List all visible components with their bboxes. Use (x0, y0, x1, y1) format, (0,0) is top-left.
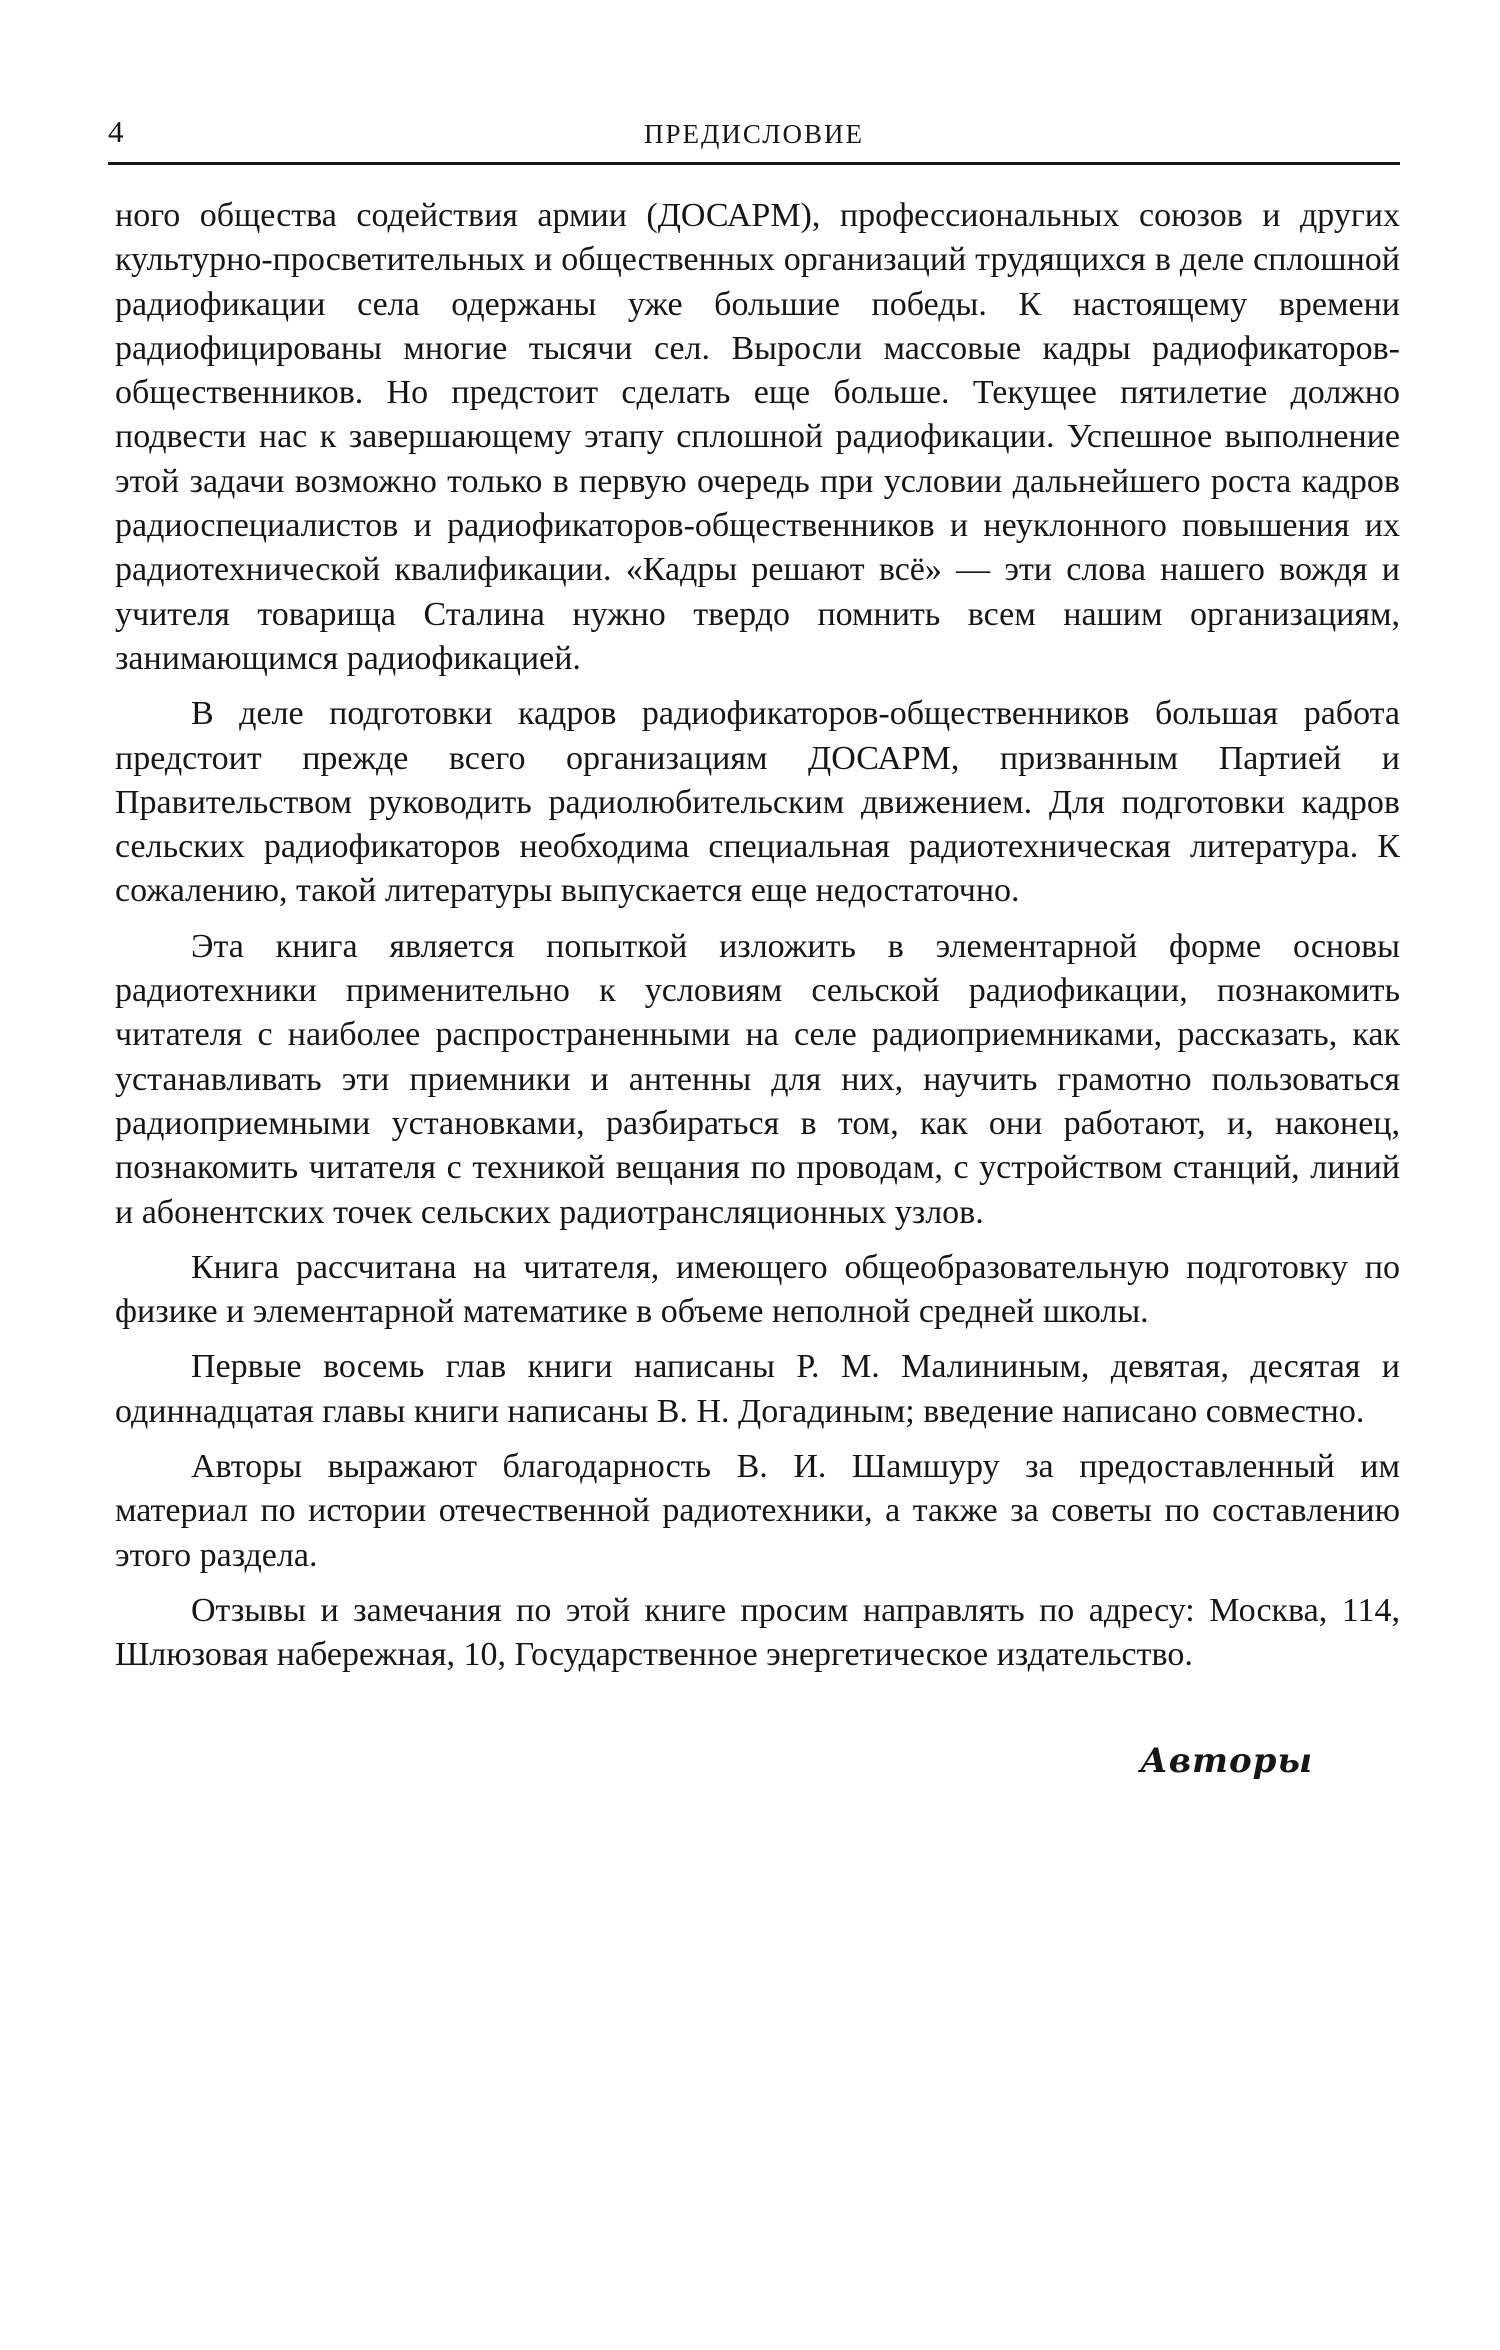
paragraph-cadre-training: В деле подготовки кадров радиофикаторов-общественников большая работа предстоит прежде всего организациям ДОСАРМ, призванным Партией и Правительством руководить радиолюбительским движением. Для подготовки кадров сельских радиофикаторов необходима специальная радиотехническая литература. К сожалению, такой литературы выпускается еще недостаточно. (115, 695, 1400, 910)
page-number: 4 (108, 114, 124, 149)
running-head (108, 112, 1400, 156)
paragraph-audience: Книга рассчитана на читателя, имеющего общеобразовательную подготовку по физике и элементарной математике в объеме неполной средней школы. (115, 1248, 1400, 1331)
header-rule (108, 162, 1400, 165)
paragraph-acknowledgements: Авторы выражают благодарность В. И. Шамшуру за предоставленный им материал по истории отечественной радиотехники, а также за советы по составлению этого раздела. (115, 1448, 1400, 1574)
body-text (115, 194, 1400, 1689)
paragraph-authorship: Первые восемь глав книги написаны Р. М. Малининым, девятая, десятая и одиннадцатая главы книги написаны В. Н. Догадиным; введение написано совместно. (115, 1348, 1400, 1430)
paragraph-book-purpose: Эта книга является попыткой изложить в элементарной форме основы радиотехники применительно к условиям сельской радиофикации, познакомить читателя с наиболее распространенными на селе радиоприемниками, рассказать, как устанавливать эти приемники и антенны для них, научить грамотно пользоваться радиоприемными установками, разбираться в том, как они работают, и, наконец, познакомить читателя с техникой вещания по проводам, с устройством станций, линий и абонентских точек сельских радиотрансляционных узлов. (115, 927, 1400, 1231)
paragraph-continuation: ного общества содействия армии (ДОСАРМ), профессиональных союзов и других культурно-просветительных и общественных организаций трудящихся в деле сплошной радиофикации села одержаны уже большие победы. К настоящему времени радиофицированы многие тысячи сел. Выросли массовые кадры радиофикаторов-общественников. Но предстоит сделать еще больше. Текущее пятилетие должно подвести нас к завершающему этапу сплошной радиофикации. Успешное выполнение этой задачи возможно только в первую очередь при условии дальнейшего роста кадров радиоспециалистов и радиофикаторов-общественников и неуклонного повышения их радиотехнической квалификации. «Кадры решают всё» — эти слова нашего вождя и учителя товарища Сталина нужно твердо помнить всем нашим организациям, занимающимся радиофикацией. (115, 197, 1400, 677)
paragraph-feedback-address: Отзывы и замечания по этой книге просим направлять по адресу: Москва, 114, Шлюзовая набережная, 10, Государственное энергетическое издательство. (115, 1591, 1400, 1674)
authors-signature: Авторы (1140, 1741, 1314, 1781)
running-head-title: ПРЕДИСЛОВИЕ (643, 119, 865, 149)
